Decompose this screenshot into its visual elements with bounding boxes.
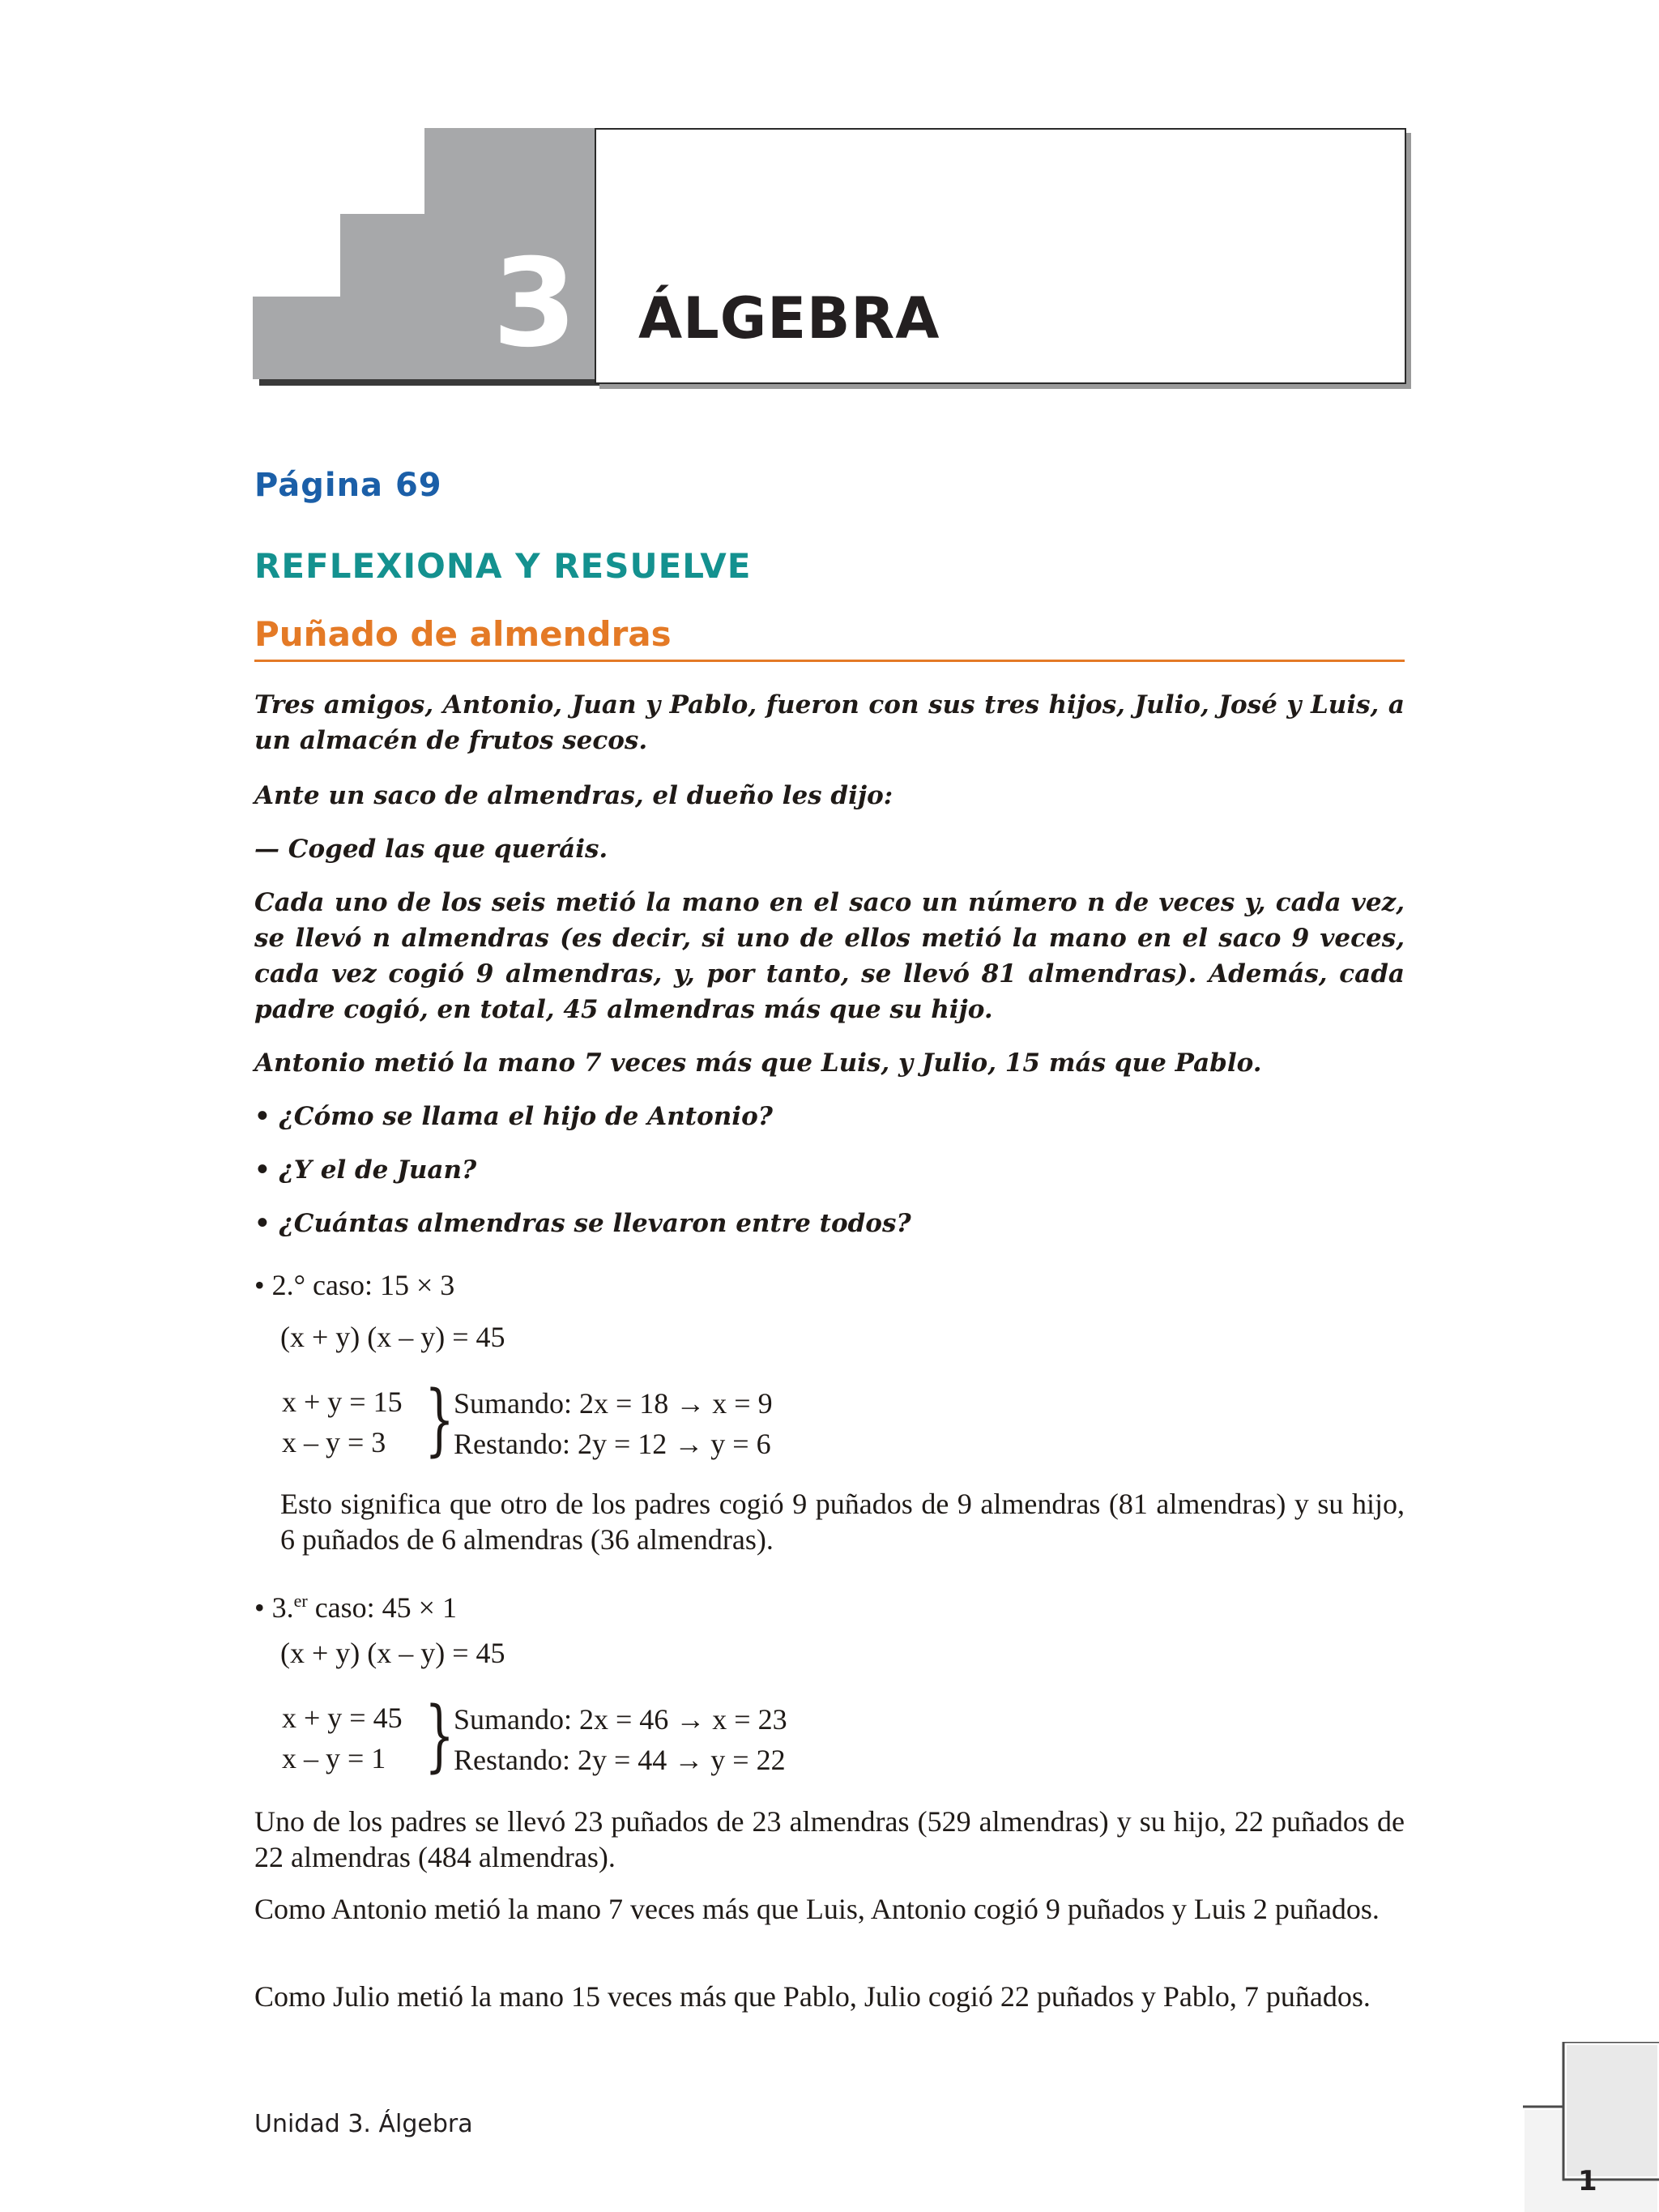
statement-paragraph: — Coged las que queráis. [254,835,608,864]
equation: (x + y) (x – y) = 45 [280,1637,505,1669]
equation: Sumando: 2x = 18 → x = 9 [454,1387,773,1420]
equation: Restando: 2y = 12 → y = 6 [454,1428,771,1460]
equation: x + y = 45 [282,1702,403,1734]
brace-glyph: } [424,1374,454,1465]
title-divider [254,660,1405,662]
statement-paragraph: Tres amigos, Antonio, Juan y Pablo, fueron con sus tres hijos, Julio, José y Luis, a un almacén de frutos secos. [254,690,1405,755]
equation: x + y = 15 [282,1386,403,1418]
case-title: • 3.$^{er}$ caso: 45 × 1 [254,1591,457,1624]
solution-paragraph: Como Julio metió la mano 15 veces más que Pablo, Julio cogió 22 puñados y Pablo, 7 puñados. [254,1980,1371,2013]
footer-unit-label: Unidad 3. Álgebra [254,2110,473,2138]
equation: x – y = 3 [282,1426,386,1458]
equation: (x + y) (x – y) = 45 [280,1321,505,1353]
equation: x – y = 1 [282,1742,386,1774]
question-item: • ¿Y el de Juan? [254,1155,477,1185]
page-number: 1 [1578,2165,1597,2197]
section-title: REFLEXIONA Y RESUELVE [254,546,752,586]
chapter-title: ÁLGEBRA [638,285,940,352]
chapter-number: 3 [492,233,578,374]
solution-paragraph: Como Antonio metió la mano 7 veces más que Luis, Antonio cogió 9 puñados y Luis 2 puñados. [254,1893,1380,1925]
equation: Sumando: 2x = 46 → x = 23 [454,1703,787,1736]
problem-title: Puñado de almendras [254,614,672,654]
solution-paragraph: Esto significa que otro de los padres cogió 9 puñados de 9 almendras (81 almendras) y su hijo, 6 puñados de 6 almendras (36 almendras). [280,1488,1405,1556]
question-item: • ¿Cómo se llama el hijo de Antonio? [254,1102,773,1131]
solution-paragraph: Uno de los padres se llevó 23 puñados de 23 almendras (529 almendras) y su hijo, 22 puñados de 22 almendras (484 almendras). [254,1805,1405,1873]
statement-paragraph: Cada uno de los seis metió la mano en el saco un número n de veces y, cada vez, se llevó n almendras (es decir, si uno de ellos metió la mano en el saco 9 veces, cada vez cogió 9 almendras, y, por tanto, se llevó 81 almendras). Además, cada padre cogió, en total, 45 almendras más que su hijo. [254,888,1405,1024]
statement-paragraph: Ante un saco de almendras, el dueño les dijo: [254,781,893,810]
brace-glyph: } [424,1690,454,1781]
equation: Restando: 2y = 44 → y = 22 [454,1744,786,1776]
page-label: Página 69 [254,467,442,504]
question-item: • ¿Cuántas almendras se llevaron entre todos? [254,1209,911,1238]
case-title: • 2.° caso: 15 × 3 [254,1269,455,1301]
statement-paragraph: Antonio metió la mano 7 veces más que Luis, y Julio, 15 más que Pablo. [254,1048,1262,1078]
